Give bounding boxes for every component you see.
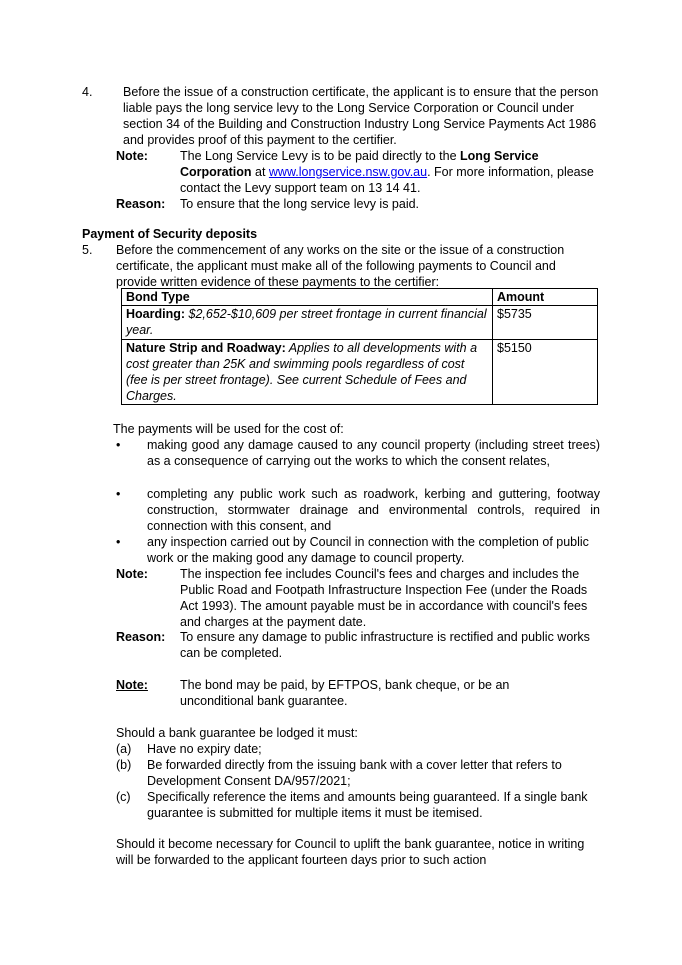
guarantee-marker-a: (a) [116, 742, 132, 756]
bullet-icon: • [116, 487, 121, 501]
list-item: Have no expiry date; [147, 742, 262, 756]
guarantee-marker-b: (b) [116, 758, 132, 772]
guarantee-intro: Should a bank guarantee be lodged it must: [116, 726, 358, 740]
amount-cell: $5150 [493, 340, 598, 405]
bond-type-cell [122, 340, 493, 405]
bullet-icon: • [116, 438, 121, 452]
uplift-text: Should it become necessary for Council to uplift the bank guarantee, notice in writing will be forwarded to the applicant fourteen days prior to such action [116, 837, 585, 867]
table-row [122, 306, 598, 340]
bond-table-header [122, 289, 598, 306]
bond-label: Nature Strip and Roadway: [126, 341, 286, 355]
amount-cell: $5735 [493, 306, 598, 340]
item-4-number: 4. [82, 85, 93, 99]
bond-label: Hoarding: [126, 307, 186, 321]
item-5-number: 5. [82, 243, 93, 257]
security-note-label: Note: [116, 567, 148, 581]
list-item: Be forwarded directly from the issuing bank with a cover letter that refers to Development Consent DA/957/2021; [147, 758, 562, 788]
security-note-text: The inspection fee includes Council's fees and charges and includes the Public Road and Footpath Infrastructure Inspection Fee (under the Roads Act 1993). The amount payable must be in accordance with council's fees and charges at the payment date. [180, 567, 588, 629]
item-4-note-label: Note: [116, 149, 148, 163]
security-reason-label: Reason: [116, 630, 166, 644]
list-item: Specifically reference the items and amounts being guaranteed. If a single bank guarantee is submitted for multiple items it must be itemised. [147, 790, 588, 820]
item-4-note-post: . For more information, please contact the Levy support team on 13 14 41. [180, 165, 594, 195]
longservice-link[interactable]: www.longservice.nsw.gov.au [268, 165, 428, 179]
long-service-corporation: Long Service Corporation [180, 149, 539, 179]
item-4-note-text [180, 148, 600, 196]
bond-type-header: Bond Type [122, 289, 493, 306]
list-item: completing any public work such as roadwork, kerbing and guttering, footway construction, stormwater drainage and environmental controls, required in connection with this consent, and [147, 487, 600, 533]
uses-intro: The payments will be used for the cost of: [113, 422, 344, 436]
item-4-reason-label: Reason: [116, 197, 166, 211]
item-4-note-pre: The Long Service Levy is to be paid directly to the [180, 149, 461, 163]
security-note2-label: Note: [116, 678, 148, 692]
bond-table [121, 288, 598, 405]
item-4-text: Before the issue of a construction certificate, the applicant is to ensure that the person liable pays the long service levy to the Long Service Corporation or Council under section 34 of the Building and Construction Industry Long Service Payments Act 1986 and provides proof of this payment to the certifier. [123, 85, 599, 147]
item-5-intro: Before the commencement of any works on the site or the issue of a construction certificate, the applicant must make all of the following payments to Council and provide written evidence of these payments to the certifier: [116, 243, 565, 289]
item-4-reason-text: To ensure that the long service levy is paid. [180, 197, 420, 211]
security-reason-text: To ensure any damage to public infrastructure is rectified and public works can be completed. [180, 630, 590, 660]
list-item: making good any damage caused to any council property (including street trees) as a consequence of carrying out the works to which the consent relates, [147, 438, 600, 468]
security-note2-text: The bond may be paid, by EFTPOS, bank cheque, or be an unconditional bank guarantee. [180, 678, 510, 708]
bond-type-cell [122, 306, 493, 340]
table-row [122, 340, 598, 405]
amount-header: Amount [493, 289, 598, 306]
item-4-note-at: at [251, 165, 269, 179]
guarantee-marker-c: (c) [116, 790, 131, 804]
security-heading: Payment of Security deposits [82, 227, 258, 241]
list-item: any inspection carried out by Council in connection with the completion of public work or the making good any damage to council property. [147, 535, 589, 565]
bond-desc: $2,652-$10,609 per street frontage in current financial year. [126, 307, 487, 337]
bond-desc: Applies to all developments with a cost greater than 25K and swimming pools regardless of cost (fee is per street frontage). See current Schedule of Fees and Charges. [126, 341, 478, 403]
bullet-icon: • [116, 535, 121, 549]
